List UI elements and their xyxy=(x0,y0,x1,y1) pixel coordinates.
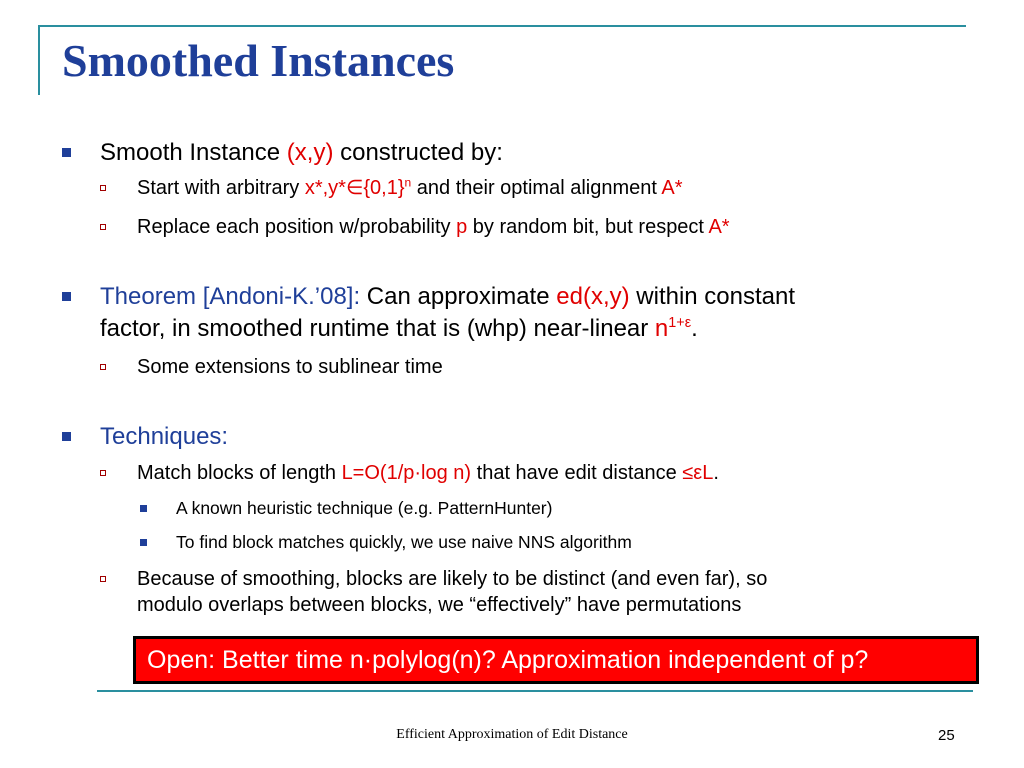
top-rule xyxy=(38,25,966,27)
small-square-bullet-icon xyxy=(140,505,147,512)
square-bullet-icon xyxy=(62,148,71,157)
hollow-square-bullet-icon xyxy=(100,185,106,191)
hollow-square-bullet-icon xyxy=(100,470,106,476)
bottom-rule xyxy=(97,690,973,692)
square-bullet-icon xyxy=(62,432,71,441)
page-number: 25 xyxy=(938,727,955,744)
footer-text: Efficient Approximation of Edit Distance xyxy=(396,727,628,742)
hollow-square-bullet-icon xyxy=(100,364,106,370)
square-bullet-icon xyxy=(62,292,71,301)
slide-title: Smoothed Instances xyxy=(62,35,455,86)
left-rule xyxy=(38,25,40,95)
hollow-square-bullet-icon xyxy=(100,576,106,582)
small-square-bullet-icon xyxy=(140,539,147,546)
open-question-box: Open: Better time n·polylog(n)? Approximation independent of p? xyxy=(133,636,979,684)
hollow-square-bullet-icon xyxy=(100,224,106,230)
